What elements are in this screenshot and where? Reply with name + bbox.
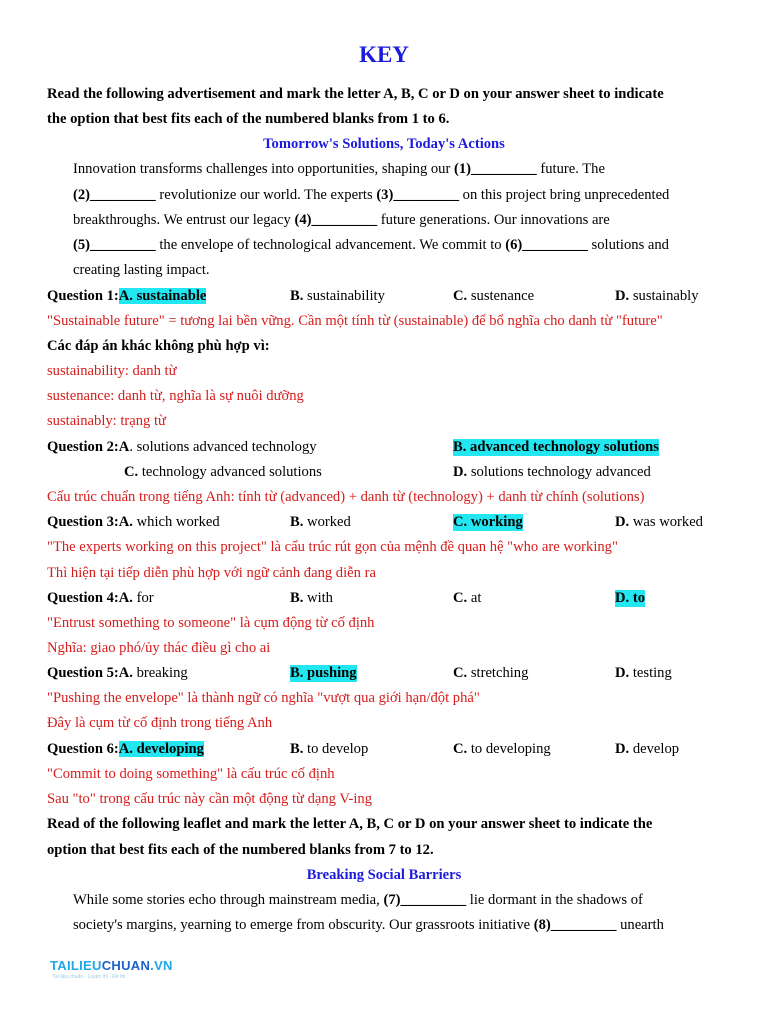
passage-1-title: Tomorrow's Solutions, Today's Actions bbox=[263, 136, 505, 152]
question-6-option-c: C. to developing bbox=[453, 741, 551, 757]
passage-2-line-2: society's margins, yearning to emerge from obscurity. Our grassroots initiative (8)_________ unearth bbox=[73, 917, 664, 933]
question-4-label-and-a: Question 4:A. for bbox=[47, 590, 154, 606]
instructions-line-2: the option that best fits each of the numbered blanks from 1 to 6. bbox=[47, 111, 450, 127]
instructions-line-1: Read the following advertisement and mark the letter A, B, C or D on your answer sheet to indicate bbox=[47, 86, 664, 102]
passage-2-title: Breaking Social Barriers bbox=[306, 867, 462, 883]
question-1-label-and-a: Question 1:A. sustainable bbox=[47, 288, 207, 304]
question-1-explanation-3: sustainability: danh từ bbox=[47, 363, 177, 379]
site-logo: TAILIEUCHUAN.VN bbox=[50, 958, 173, 973]
instructions-2-line-1: Read of the following leaflet and mark the letter A, B, C or D on your answer sheet to indicate the bbox=[47, 816, 653, 832]
question-3-explanation-2: Thì hiện tại tiếp diễn phù hợp với ngữ cảnh đang diễn ra bbox=[47, 565, 376, 581]
question-3-option-d: D. was worked bbox=[615, 514, 703, 530]
question-1-explanation-4: sustenance: danh từ, nghĩa là sự nuôi dưỡng bbox=[47, 388, 304, 404]
question-4-explanation-1: "Entrust something to someone" là cụm động từ cố định bbox=[47, 615, 375, 631]
question-1-option-d: D. sustainably bbox=[615, 288, 699, 304]
question-6-explanation-2: Sau "to" trong cấu trúc này cần một động từ dạng V-ing bbox=[47, 791, 373, 807]
question-2-label-and-a: Question 2:A. solutions advanced technology bbox=[47, 439, 317, 455]
question-6-explanation-1: "Commit to doing something" là cấu trúc cố định bbox=[47, 766, 335, 782]
passage-1-line-1: Innovation transforms challenges into opportunities, shaping our (1)_________ future. The bbox=[73, 161, 605, 177]
passage-1-line-2: (2)_________ revolutionize our world. The experts (3)_________ on this project bring unprecedented bbox=[73, 187, 670, 203]
question-5-option-d: D. testing bbox=[615, 665, 672, 681]
question-2-option-c: C. technology advanced solutions bbox=[124, 464, 322, 480]
site-logo-tagline: Tài liệu chuẩn - Luyện thi - Đề thi bbox=[52, 974, 126, 980]
passage-2-line-1: While some stories echo through mainstream media, (7)_________ lie dormant in the shadows of bbox=[73, 892, 643, 908]
passage-1-line-3: breakthroughs. We entrust our legacy (4)_________ future generations. Our innovations are bbox=[73, 212, 610, 228]
question-6-option-b: B. to develop bbox=[290, 741, 369, 757]
question-5-explanation-2: Đây là cụm từ cố định trong tiếng Anh bbox=[47, 715, 273, 731]
question-2-explanation-1: Cấu trúc chuẩn trong tiếng Anh: tính từ (advanced) + danh từ (technology) + danh từ chính (solutions) bbox=[47, 489, 645, 505]
question-2-option-b: B. advanced technology solutions bbox=[453, 439, 659, 455]
question-4-option-d: D. to bbox=[615, 590, 646, 606]
question-3-label-and-a: Question 3:A. which worked bbox=[47, 514, 220, 530]
question-1-option-c: C. sustenance bbox=[453, 288, 535, 304]
question-1-option-b: B. sustainability bbox=[290, 288, 385, 304]
question-4-option-c: C. at bbox=[453, 590, 482, 606]
question-3-option-c: C. working bbox=[453, 514, 523, 530]
question-5-explanation-1: "Pushing the envelope" là thành ngữ có nghĩa "vượt qua giới hạn/đột phá" bbox=[47, 690, 480, 706]
question-5-label-and-a: Question 5:A. breaking bbox=[47, 665, 188, 681]
question-4-explanation-2: Nghĩa: giao phó/ủy thác điều gì cho ai bbox=[47, 640, 271, 656]
passage-1-line-4: (5)_________ the envelope of technological advancement. We commit to (6)_________ solutions and bbox=[73, 237, 669, 253]
question-5-option-b: B. pushing bbox=[290, 665, 357, 681]
question-3-option-b: B. worked bbox=[290, 514, 351, 530]
question-6-label-and-a: Question 6:A. developing bbox=[47, 741, 204, 757]
passage-1-line-5: creating lasting impact. bbox=[73, 262, 210, 278]
question-1-explanation-5: sustainably: trạng từ bbox=[47, 413, 166, 429]
question-3-explanation-1: "The experts working on this project" là cấu trúc rút gọn của mệnh đề quan hệ "who are working" bbox=[47, 539, 618, 555]
question-4-option-b: B. with bbox=[290, 590, 333, 606]
question-1-explanation-2: Các đáp án khác không phù hợp vì: bbox=[47, 338, 270, 354]
question-6-option-d: D. develop bbox=[615, 741, 680, 757]
page-title: KEY bbox=[359, 42, 409, 67]
instructions-2-line-2: option that best fits each of the numbered blanks from 7 to 12. bbox=[47, 842, 434, 858]
question-2-option-d: D. solutions technology advanced bbox=[453, 464, 651, 480]
question-5-option-c: C. stretching bbox=[453, 665, 529, 681]
question-1-explanation-1: "Sustainable future" = tương lai bền vững. Cần một tính từ (sustainable) để bổ nghĩa cho danh từ "future" bbox=[47, 313, 663, 329]
